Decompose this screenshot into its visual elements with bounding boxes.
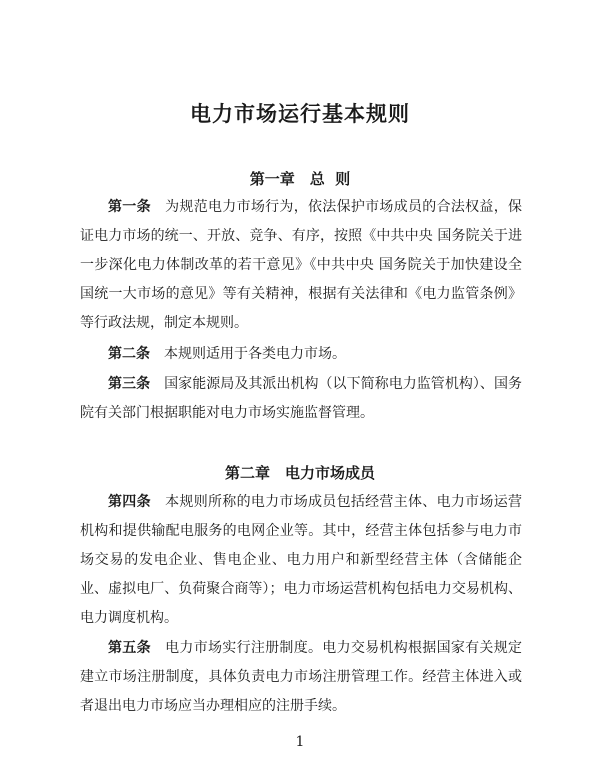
article-2-label: 第二条 [108, 346, 150, 362]
article-2-gap [150, 346, 164, 362]
chapter-heading-1: 第一章 总 则 [249, 170, 351, 188]
article-5 [80, 634, 522, 721]
article-2 [80, 340, 522, 369]
article-1 [80, 193, 522, 338]
article-3-label: 第三条 [108, 376, 151, 392]
article-3 [80, 370, 522, 428]
article-4 [80, 488, 522, 633]
article-1-label: 第一条 [108, 199, 151, 215]
article-4-label: 第四条 [108, 494, 151, 510]
document-title: 电力市场运行基本规则 [190, 102, 410, 126]
article-4-gap [151, 494, 165, 510]
article-3-gap [150, 376, 164, 392]
article-3-text: 国家能源局及其派出机构（以下简称电力监管机构）、国务院有关部门根据职能对电力市场实施监督管理。 [80, 376, 523, 421]
article-5-text: 电力市场实行注册制度。电力交易机构根据国家有关规定建立市场注册制度，具体负责电力市场注册管理工作。经营主体进入或者退出电力市场应当办理相应的注册手续。 [80, 640, 523, 714]
article-5-gap [151, 640, 165, 656]
article-4-text: 本规则所称的电力市场成员包括经营主体、电力市场运营机构和提供输配电服务的电网企业等。其中，经营主体包括参与电力市场交易的发电企业、售电企业、电力用户和新型经营主体（含储能企业、虚拟电厂、负荷聚合商等）；电力市场运营机构包括电力交易机构、电力调度机构。 [80, 494, 523, 626]
page-number: 1 [295, 734, 305, 750]
article-1-gap [151, 199, 165, 215]
article-5-label: 第五条 [108, 640, 151, 656]
article-2-text: 本规则适用于各类电力市场。 [164, 346, 346, 362]
article-1-text: 为规范电力市场行为，依法保护市场成员的合法权益，保证电力市场的统一、开放、竞争、有序，按照《中共中央 国务院关于进一步深化电力体制改革的若干意见》《中共中央 国务院关于加快建设全国统一大市场的意见》等有关精神，根据有关法律和《电力监管条例》等行政法规，制定本规则。 [80, 199, 523, 331]
chapter-heading-2: 第二章 电力市场成员 [224, 464, 375, 482]
